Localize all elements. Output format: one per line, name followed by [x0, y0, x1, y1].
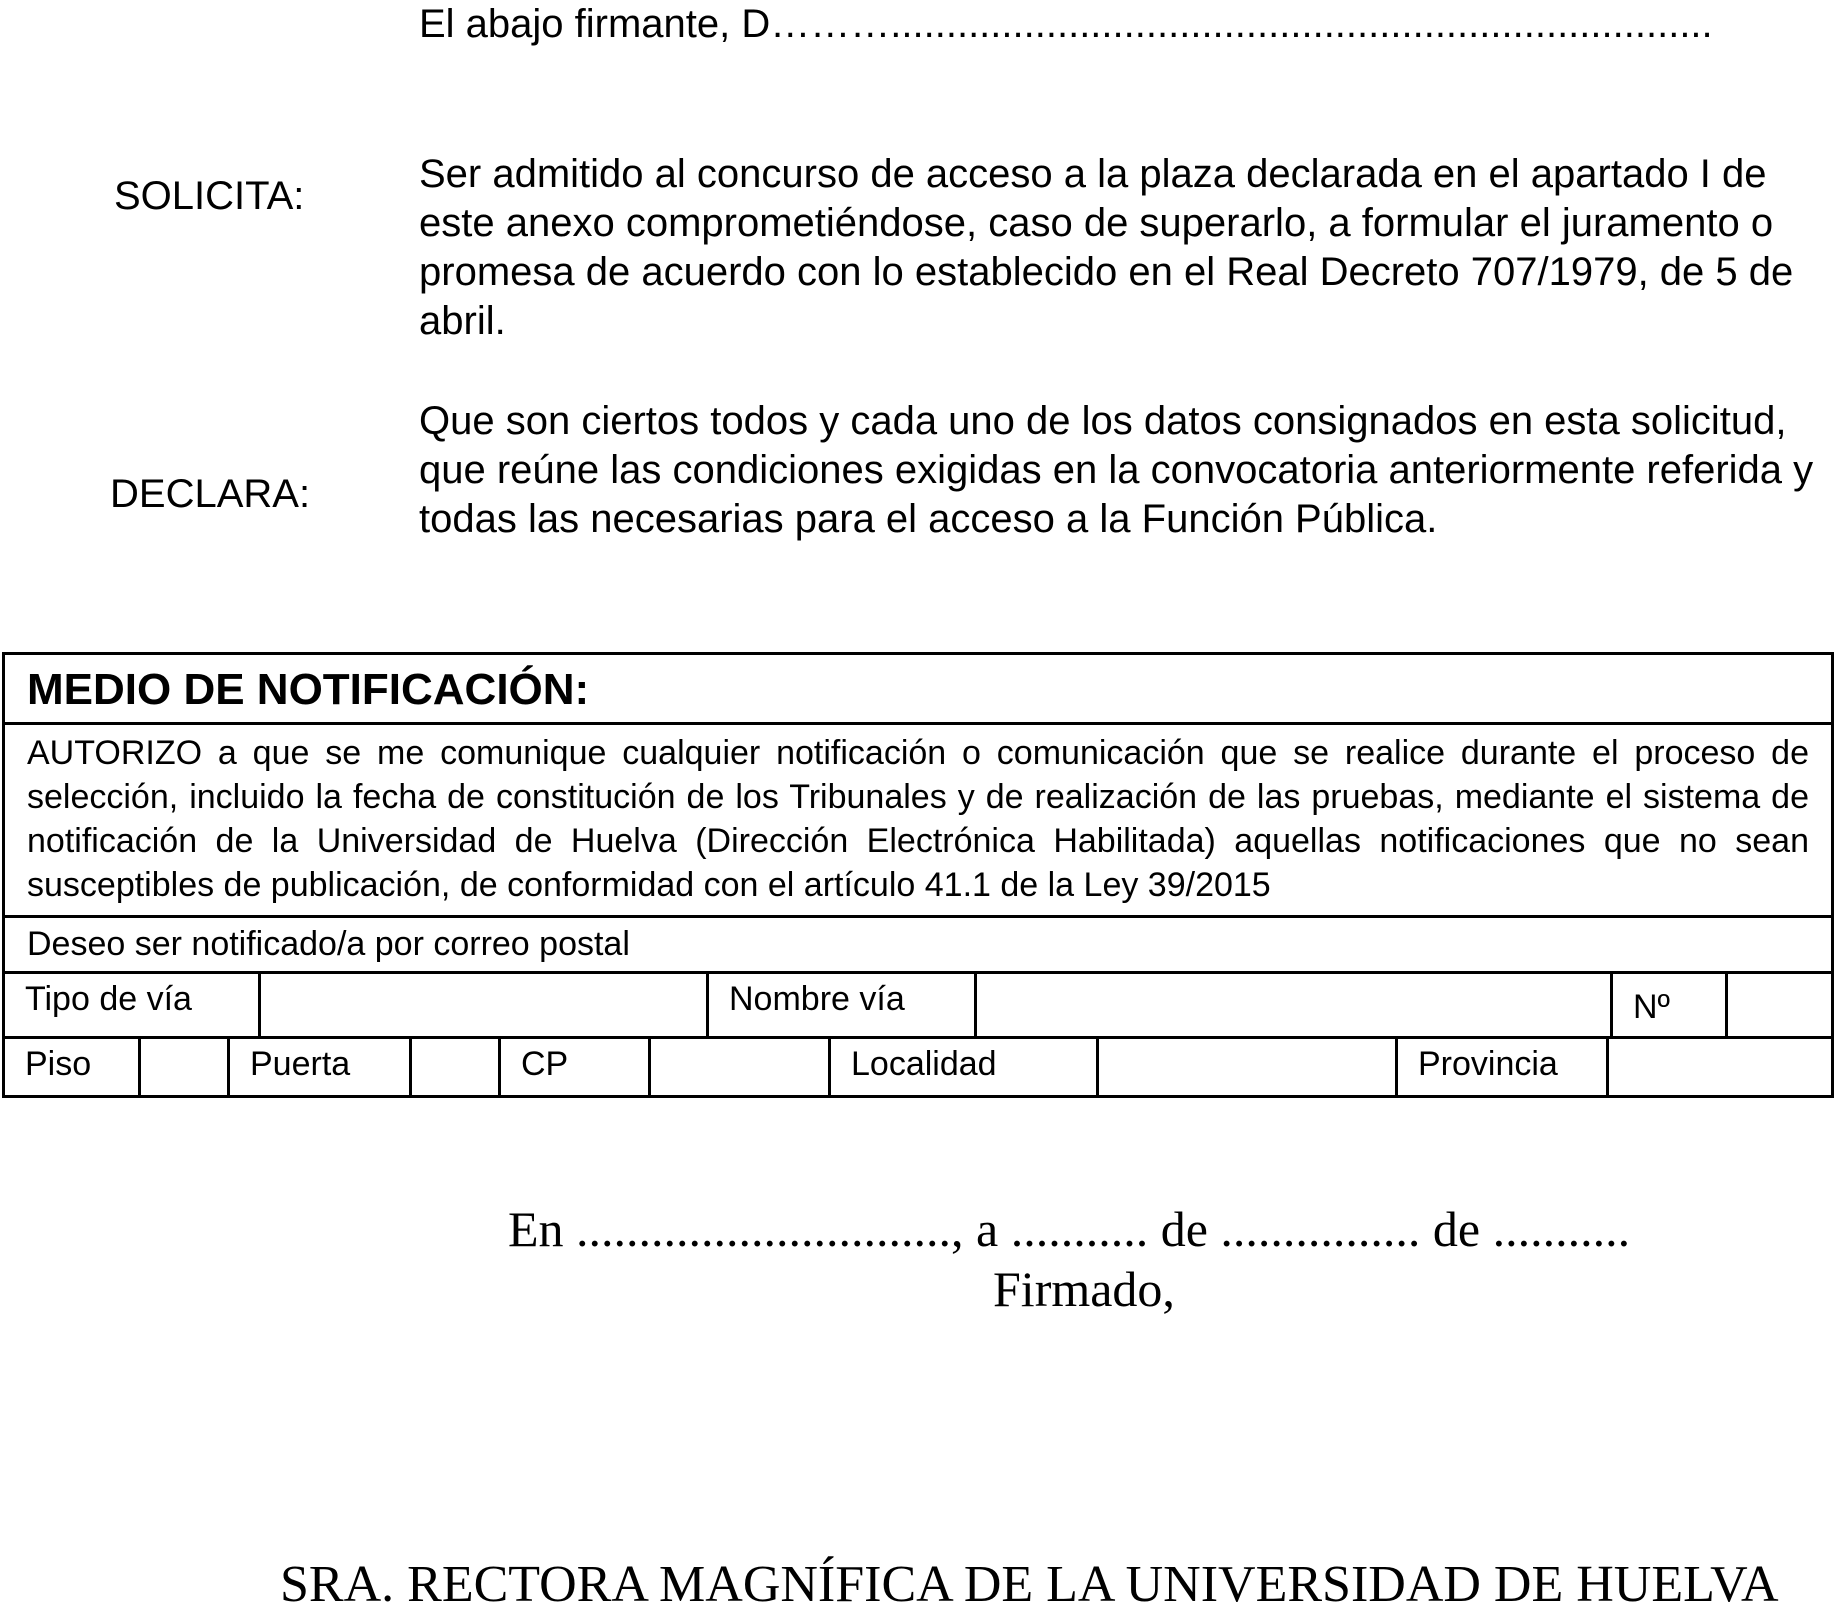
nombre-via-field[interactable] [974, 974, 1610, 1036]
postal-option: Deseo ser notificado/a por correo postal [5, 918, 1831, 974]
declara-text: Que son ciertos todos y cada uno de los datos consignados en esta solicitud, que reúne las condiciones exigidas en la convocatoria anteriormente referida y todas las necesarias para el acceso a la Función Pública. [419, 399, 1814, 541]
declara-label: DECLARA: [110, 472, 311, 516]
localidad-field[interactable] [1096, 1039, 1395, 1095]
cp-label: CP [498, 1039, 648, 1095]
puerta-label: Puerta [227, 1039, 409, 1095]
provincia-field[interactable] [1606, 1039, 1831, 1095]
cp-field[interactable] [648, 1039, 828, 1095]
localidad-label: Localidad [828, 1039, 1096, 1095]
authorization-text: AUTORIZO a que se me comunique cualquier notificación o comunicación que se realice durante el proceso de selección, incluido la fecha de constitución de los Tribunales y de realización de las pruebas, mediante el sistema de notificación de la Universidad de Huelva (Dirección Electrónica Habilitada) aquellas notificaciones que no sean susceptibles de publicación, de conformidad con el artículo 41.1 de la Ley 39/2015 [5, 725, 1831, 918]
nombre-via-label: Nombre vía [706, 974, 974, 1036]
puerta-field[interactable] [409, 1039, 498, 1095]
address-row-location [5, 1039, 1831, 1095]
addressee: SRA. RECTORA MAGNÍFICA DE LA UNIVERSIDAD DE HUELVA [280, 1556, 1779, 1613]
numero-label: Nº [1610, 974, 1725, 1036]
firmante-line: El abajo firmante, D……….......................................................................... [419, 2, 1713, 46]
address-row-street [5, 974, 1831, 1039]
solicita-label: SOLICITA: [114, 174, 305, 218]
tipo-via-field[interactable] [258, 974, 706, 1036]
place-date-line: En .............................., a ........... de ................ de ........... [508, 1201, 1631, 1257]
tipo-via-label: Tipo de vía [25, 980, 192, 1018]
piso-label: Piso [25, 1045, 92, 1083]
numero-field[interactable] [1725, 974, 1831, 1036]
signed-label: Firmado, [993, 1261, 1175, 1317]
notification-title: MEDIO DE NOTIFICACIÓN: [5, 655, 1831, 725]
piso-field[interactable] [138, 1039, 227, 1095]
solicita-text: Ser admitido al concurso de acceso a la plaza declarada en el apartado I de este anexo comprometiéndose, caso de superarlo, a formular el juramento o promesa de acuerdo con lo establecido en el Real Decreto 707/1979, de 5 de abril. [419, 152, 1794, 343]
provincia-label: Provincia [1395, 1039, 1606, 1095]
notification-table [2, 652, 1834, 1098]
